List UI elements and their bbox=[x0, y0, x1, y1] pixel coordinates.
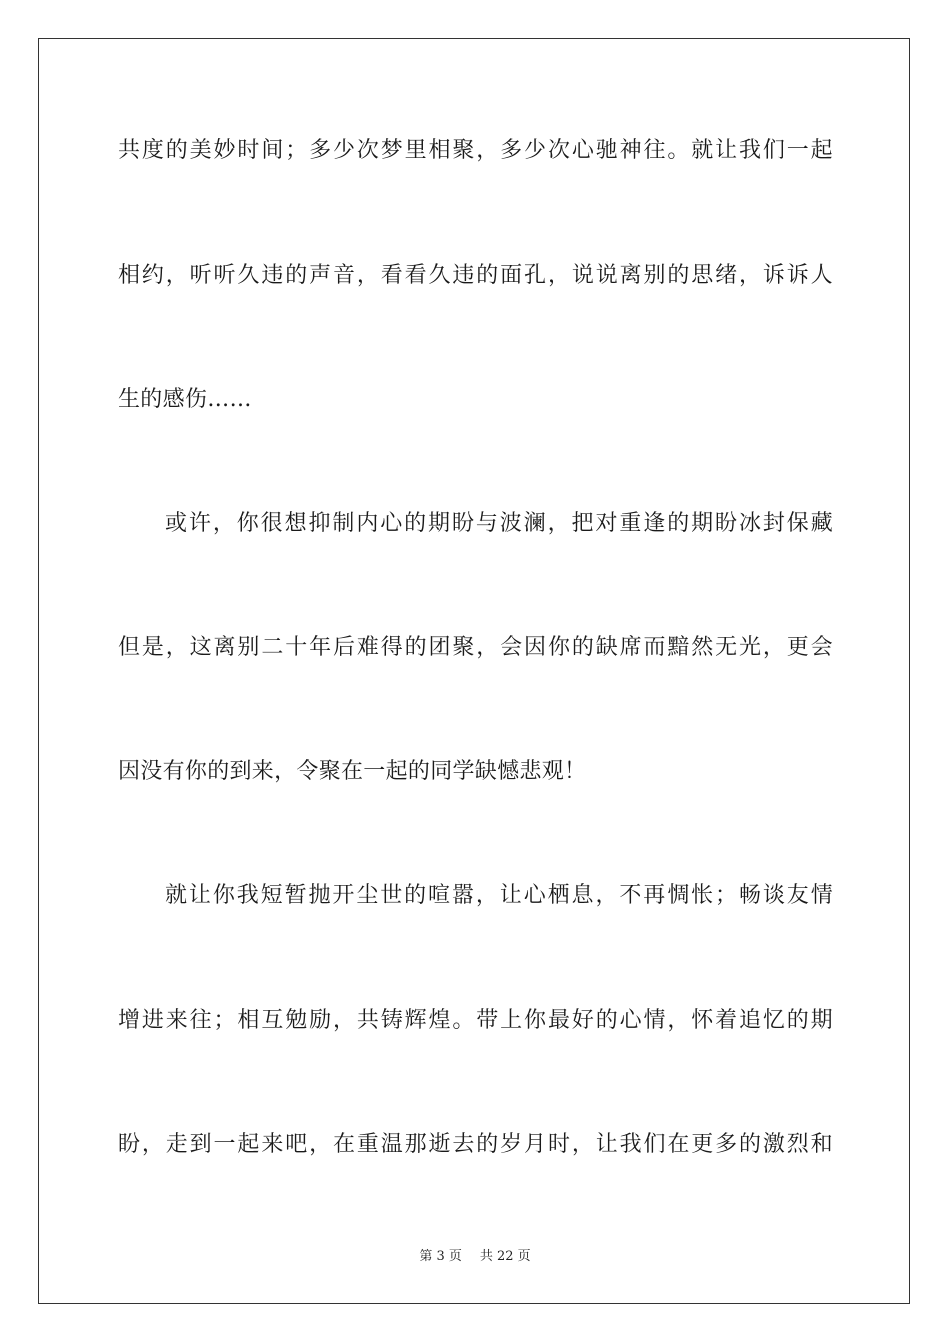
text-line: 共度的美妙时间；多少次梦里相聚，多少次心驰神往。就让我们一起 bbox=[118, 138, 833, 163]
text-line: 相约，听听久违的声音，看看久违的面孔，说说离别的思绪，诉诉人 bbox=[118, 263, 833, 288]
page-frame bbox=[38, 38, 910, 1304]
text-line: 生的感伤…… bbox=[118, 387, 252, 412]
page-total: 共 22 页 bbox=[479, 1249, 531, 1264]
paragraph-first-line: 就让你我短暂抛开尘世的喧嚣，让心栖息，不再惆怅；畅谈友情 bbox=[165, 883, 833, 908]
page-footer bbox=[0, 1248, 950, 1266]
text-line: 因没有你的到来，令聚在一起的同学缺憾悲观！ bbox=[118, 759, 587, 784]
page-number: 第 3 页 bbox=[419, 1249, 462, 1264]
text-line: 增进来往；相互勉励，共铸辉煌。带上你最好的心情，怀着追忆的期 bbox=[118, 1008, 833, 1033]
text-line: 盼，走到一起来吧，在重温那逝去的岁月时，让我们在更多的激烈和 bbox=[118, 1132, 833, 1157]
text-line: 但是，这离别二十年后难得的团聚，会因你的缺席而黯然无光，更会 bbox=[118, 635, 833, 660]
paragraph-first-line: 或许，你很想抑制内心的期盼与波澜，把对重逢的期盼冰封保藏 bbox=[165, 511, 833, 536]
